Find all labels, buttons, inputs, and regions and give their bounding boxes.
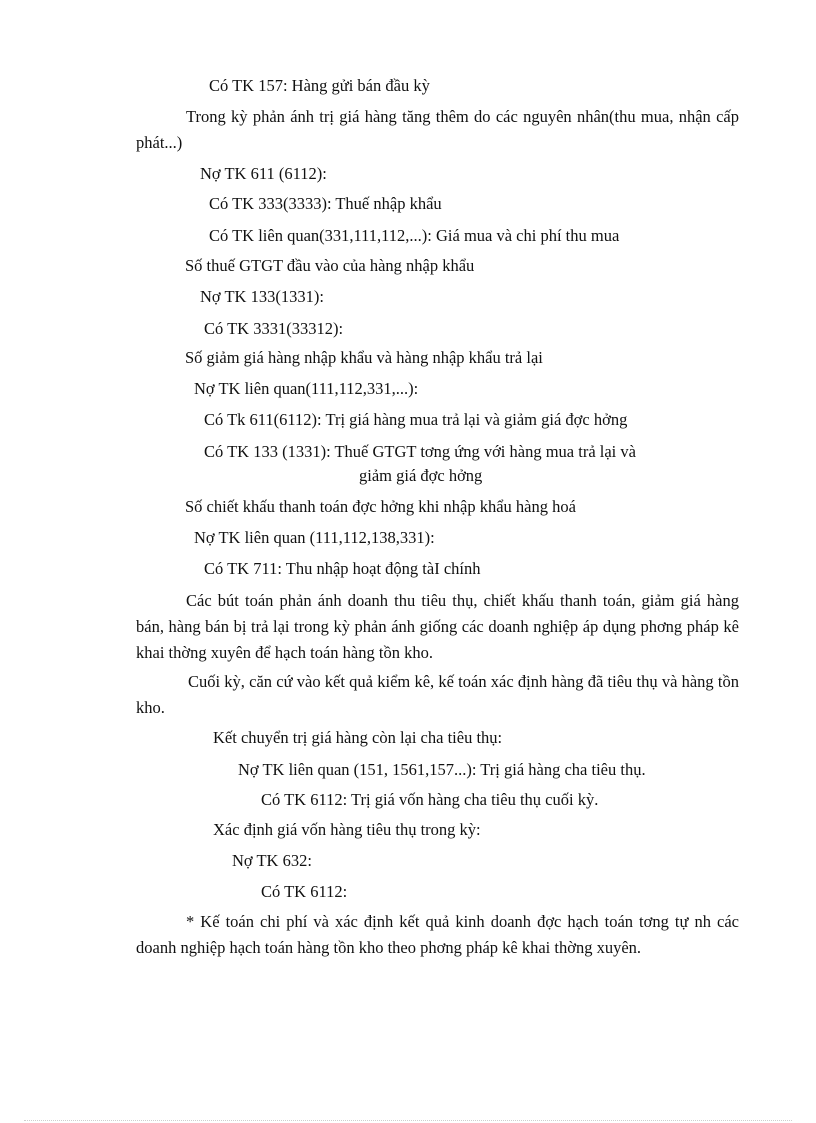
heading-import-vat: Số thuế GTGT đầu vào của hàng nhập khẩu (185, 256, 475, 275)
credit-line-tk133-vat-part1: Có TK 133 (1331): Thuế GTGT tơng ứng với hàng mua trả lại và (204, 442, 636, 461)
heading-payment-discount: Số chiết khấu thanh toán đợc hởng khi nhập khẩu hàng hoá (185, 497, 576, 516)
credit-line-tk157: Có TK 157: Hàng gửi bán đầu kỳ (209, 76, 430, 95)
credit-line-tk3331: Có TK 3331(33312): (204, 319, 344, 338)
debit-line-related-accounts-2: Nợ TK liên quan (111,112,138,331): (194, 528, 435, 547)
credit-line-tk133-vat-part2: giảm giá đợc hởng (359, 466, 483, 485)
credit-line-tk6112-unsold: Có TK 6112: Trị giá vốn hàng cha tiêu thụ cuối kỳ. (261, 790, 599, 809)
credit-line-tk711: Có TK 711: Thu nhập hoạt động tàI chính (204, 559, 481, 578)
credit-line-related-accounts: Có TK liên quan(331,111,112,...): Giá mua và chi phí thu mua (209, 226, 620, 245)
paragraph-revenue-entries: Các bút toán phản ánh doanh thu tiêu thụ, chiết khấu thanh toán, giảm giá hàng bán, hàng bán bị trả lại trong kỳ phản ánh giống các doanh nghiệp áp dụng phơng pháp kê khai thờng xuyên để hạch toán hàng tồn kho. (136, 591, 739, 662)
debit-line-tk611: Nợ TK 611 (6112): (200, 164, 327, 183)
paragraph-cost-accounting-note: * Kế toán chi phí và xác định kết quả kinh doanh đợc hạch toán tơng tự nh các doanh nghiệp hạch toán hàng tồn kho theo phơng pháp kê khai thờng xuyên. (136, 912, 739, 957)
heading-import-discount-returns: Số giảm giá hàng nhập khẩu và hàng nhập khẩu trả lại (185, 348, 543, 367)
debit-line-related-accounts: Nợ TK liên quan(111,112,331,...): (194, 379, 419, 398)
page-bottom-divider (24, 1120, 792, 1121)
debit-line-tk632: Nợ TK 632: (232, 851, 312, 870)
heading-transfer-remaining-goods: Kết chuyển trị giá hàng còn lại cha tiêu thụ: (213, 728, 503, 747)
credit-line-tk333: Có TK 333(3333): Thuế nhập khẩu (209, 194, 442, 213)
debit-line-related-accounts-3: Nợ TK liên quan (151, 1561,157...): Trị giá hàng cha tiêu thụ. (238, 760, 646, 779)
credit-line-tk611-returns: Có Tk 611(6112): Trị giá hàng mua trả lại và giảm giá đợc hởng (204, 410, 628, 429)
credit-line-tk133-vat (204, 440, 739, 488)
heading-cost-of-goods-sold: Xác định giá vốn hàng tiêu thụ trong kỳ: (213, 820, 481, 839)
paragraph-increase-value: Trong kỳ phản ánh trị giá hàng tăng thêm do các nguyên nhân(thu mua, nhận cấp phát...) (136, 107, 739, 152)
credit-line-tk6112: Có TK 6112: (261, 882, 348, 901)
debit-line-tk133: Nợ TK 133(1331): (200, 287, 324, 306)
paragraph-period-end: Cuối kỳ, căn cứ vào kết quả kiểm kê, kế toán xác định hàng đã tiêu thụ và hàng tồn kho. (136, 672, 739, 717)
